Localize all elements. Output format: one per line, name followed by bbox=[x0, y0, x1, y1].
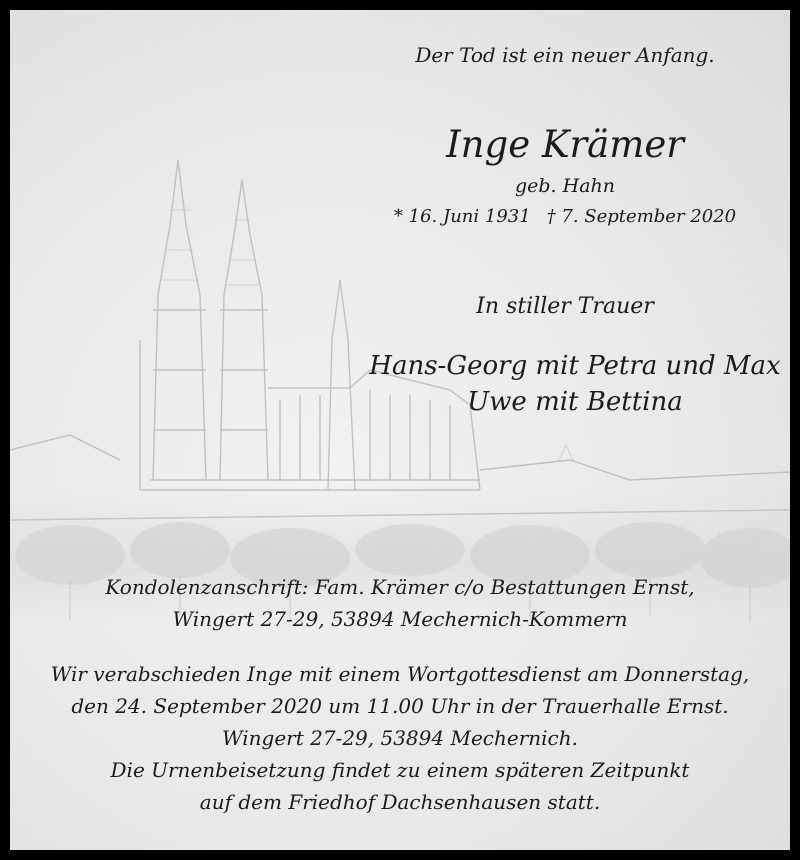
service-line: Wir verabschieden Inge mit einem Wortgottesdienst am Donnerstag, bbox=[50, 662, 750, 686]
born-name: geb. Hahn bbox=[514, 175, 616, 197]
obituary-card bbox=[10, 10, 790, 850]
mourning-phrase: In stiller Trauer bbox=[476, 294, 654, 319]
service-line: den 24. September 2020 um 11.00 Uhr in der Trauerhalle Ernst. bbox=[71, 694, 729, 718]
family-line: Uwe mit Bettina bbox=[467, 387, 683, 417]
service-line: Die Urnenbeisetzung findet zu einem späteren Zeitpunkt bbox=[110, 758, 690, 782]
service-line: Wingert 27-29, 53894 Mechernich. bbox=[222, 726, 578, 750]
condolence-address bbox=[10, 571, 790, 635]
condolence-line: Kondolenzanschrift: Fam. Krämer c/o Bestattungen Ernst, bbox=[105, 575, 695, 599]
death-date: † 7. September 2020 bbox=[546, 206, 737, 227]
service-announcement bbox=[10, 658, 790, 818]
family-names bbox=[355, 348, 790, 420]
condolence-line: Wingert 27-29, 53894 Mechernich-Kommern bbox=[172, 607, 628, 631]
motto: Der Tod ist ein neuer Anfang. bbox=[415, 43, 715, 67]
family-line: Hans-Georg mit Petra und Max bbox=[369, 351, 781, 381]
service-line: auf dem Friedhof Dachsenhausen statt. bbox=[199, 790, 601, 814]
life-dates bbox=[370, 206, 760, 227]
deceased-name: Inge Krämer bbox=[446, 123, 684, 166]
birth-date: * 16. Juni 1931 bbox=[393, 206, 531, 227]
